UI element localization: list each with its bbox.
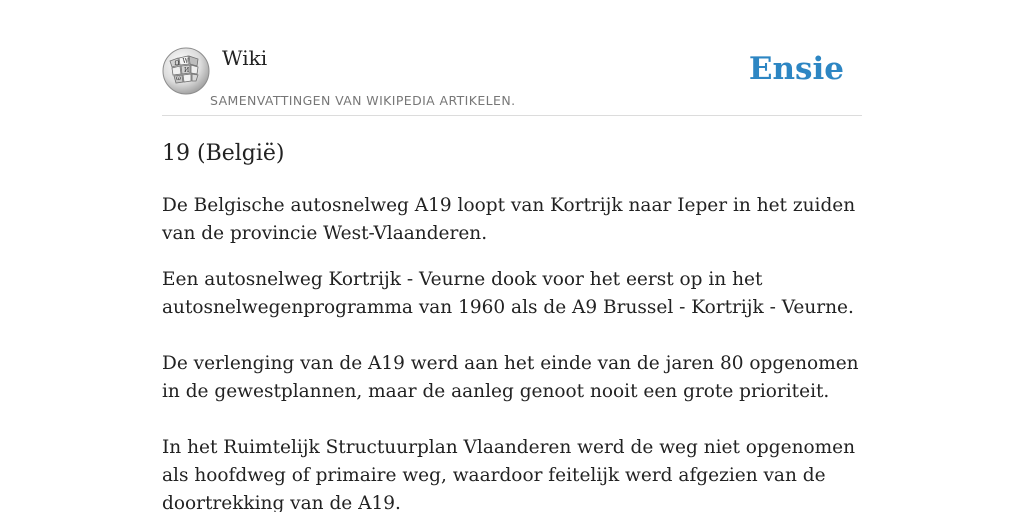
wikipedia-globe-icon[interactable] [162, 47, 210, 95]
page-title: 19 (België) [162, 141, 285, 166]
svg-text:Ω: Ω [174, 60, 180, 67]
svg-text:И: И [184, 67, 190, 74]
article-content [162, 138, 862, 512]
svg-text:W: W [182, 58, 189, 65]
article-paragraph: In het Ruimtelijk Structuurplan Vlaanderen werd de weg niet opgenomen als hoofdweg of primaire weg, waardoor feitelijk werd afgezien van de doortrekking van de A19. [162, 437, 856, 512]
site-tagline: SAMENVATTINGEN VAN WIKIPEDIA ARTIKELEN. [210, 93, 516, 108]
site-header [162, 0, 862, 116]
article-intro: De Belgische autosnelweg A19 loopt van Kortrijk naar Ieper in het zuiden van de provincie West-Vlaanderen. [162, 195, 856, 244]
site-name[interactable]: Wiki [222, 46, 268, 70]
article-paragraph: De verlenging van de A19 werd aan het einde van de jaren 80 opgenomen in de gewestplannen, maar de aanleg genoot nooit een grote prioriteit. [162, 353, 859, 402]
article-paragraph: Een autosnelweg Kortrijk - Veurne dook voor het eerst op in het autosnelwegenprogramma van 1960 als de A9 Brussel - Kortrijk - Veurne. [162, 269, 854, 318]
svg-text:ω: ω [176, 75, 181, 82]
ensie-brand-link[interactable]: Ensie [748, 51, 844, 87]
